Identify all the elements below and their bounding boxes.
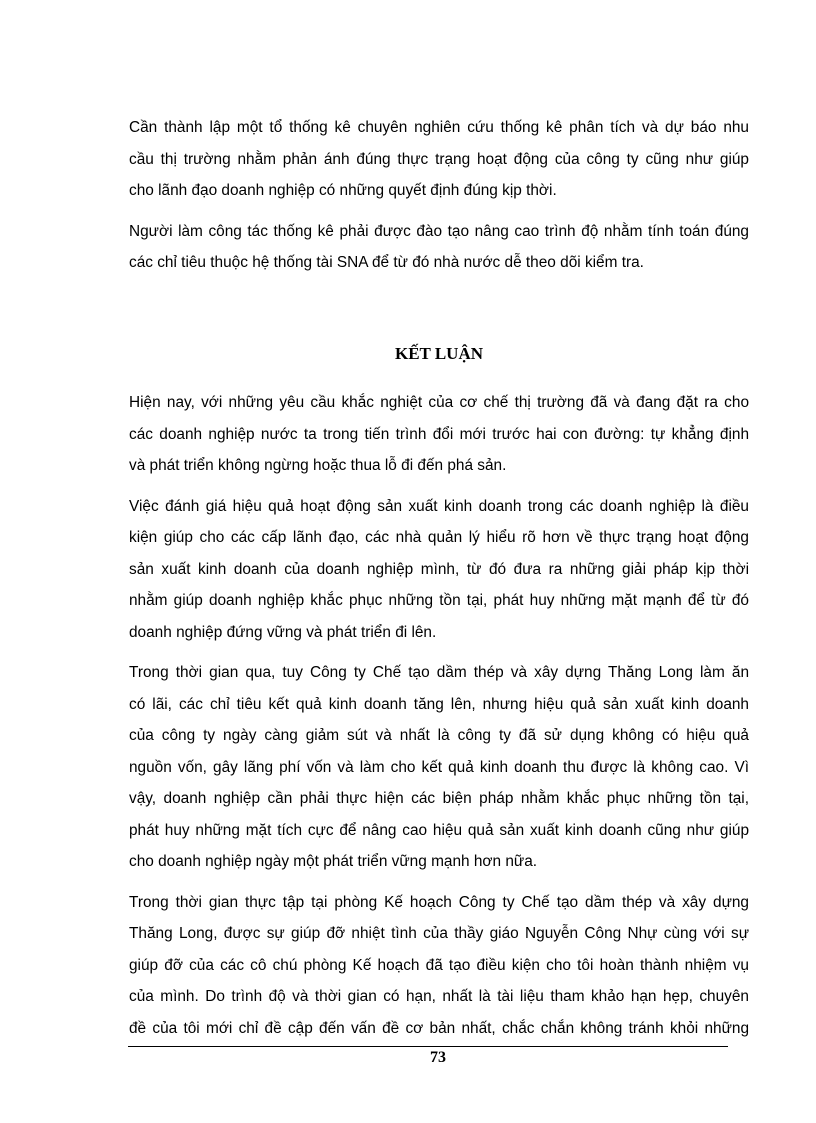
- text-line: sản xuất kinh doanh của doanh nghiệp mình, từ đó đưa ra những giải pháp kịp thời: [129, 560, 749, 578]
- paragraph-market-context: [129, 387, 749, 482]
- conclusion-section: [129, 387, 749, 1044]
- recommendations-section: [129, 112, 749, 279]
- text-line: kiện giúp cho các cấp lãnh đạo, các nhà quản lý hiểu rõ hơn về thực trạng hoạt động: [129, 529, 749, 546]
- text-line: các chỉ tiêu thuộc hệ thống tài SNA để từ đó nhà nước dễ theo dõi kiểm tra.: [129, 254, 644, 271]
- paragraph-internship-acknowledgement: [129, 887, 749, 1045]
- footer-divider: [128, 1046, 728, 1047]
- text-line: cho lãnh đạo doanh nghiệp có những quyết định đúng kịp thời.: [129, 182, 557, 199]
- conclusion-heading: KẾT LUẬN: [394, 344, 483, 363]
- text-line: doanh nghiệp đứng vững và phát triển đi lên.: [129, 623, 437, 641]
- text-line: đề của tôi mới chỉ đề cập đến vấn đề cơ bản nhất, chắc chắn không tránh khỏi những: [129, 1019, 749, 1037]
- text-line: các doanh nghiệp nước ta trong tiến trình đổi mới trước hai con đường: tự khẳng định: [129, 425, 749, 443]
- paragraph-statistics-training: [129, 216, 749, 279]
- text-line: Người làm công tác thống kê phải được đào tạo nâng cao trình độ nhằm tính toán đúng: [129, 222, 749, 240]
- text-line: Trong thời gian qua, tuy Công ty Chế tạo dầm thép và xây dựng Thăng Long làm ăn: [129, 664, 749, 681]
- text-line: có lãi, các chỉ tiêu kết quả kinh doanh tăng lên, nhưng hiệu quả sản xuất kinh doanh: [129, 695, 749, 713]
- text-line: và phát triển không ngừng hoặc thua lỗ đi đến phá sản.: [129, 457, 507, 474]
- text-line: vậy, doanh nghiệp cần phải thực hiện các biện pháp nhằm khắc phục những tồn tại,: [129, 790, 749, 807]
- text-line: cho doanh nghiệp ngày một phát triển vững mạnh hơn nữa.: [129, 853, 538, 870]
- text-line: của công ty ngày càng giảm sút và nhất là công ty đã sử dụng không có hiệu quả: [129, 727, 749, 744]
- text-line: nhằm giúp doanh nghiệp khắc phục những tồn tại, phát huy những mặt mạnh để từ đó: [129, 592, 749, 609]
- paragraph-company-results: [129, 657, 749, 878]
- text-line: Hiện nay, với những yêu cầu khắc nghiệt của cơ chế thị trường đã và đang đặt ra cho: [129, 394, 749, 411]
- page-number: 73: [430, 1049, 446, 1066]
- text-line: Cần thành lập một tổ thống kê chuyên nghiên cứu thống kê phân tích và dự báo nhu: [129, 119, 749, 136]
- text-line: giúp đỡ của các cô chú phòng Kế hoạch đã tạo điều kiện cho tôi hoàn thành nhiệm vụ: [129, 956, 749, 974]
- paragraph-efficiency-evaluation: [129, 491, 749, 649]
- paragraph-statistics-team: [129, 112, 749, 207]
- text-line: Trong thời gian thực tập tại phòng Kế hoạch Công ty Chế tạo dầm thép và xây dựng: [129, 893, 749, 911]
- text-line: Thăng Long, được sự giúp đỡ nhiệt tình của thầy giáo Nguyễn Công Nhự cùng với sự: [129, 925, 749, 942]
- text-line: của mình. Do trình độ và thời gian có hạn, nhất là tài liệu tham khảo hạn hẹp, chuyên: [129, 988, 749, 1005]
- text-line: cầu thị trường nhằm phản ánh đúng thực trạng hoạt động của công ty cũng như giúp: [129, 150, 749, 168]
- text-line: phát huy những mặt tích cực để nâng cao hiệu quả sản xuất kinh doanh cũng như giúp: [129, 821, 749, 839]
- text-line: Việc đánh giá hiệu quả hoạt động sản xuất kinh doanh trong các doanh nghiệp là điều: [129, 497, 749, 515]
- text-line: nguồn vốn, gây lãng phí vốn và làm cho kết quả kinh doanh thu được là không cao. Vì: [129, 758, 749, 776]
